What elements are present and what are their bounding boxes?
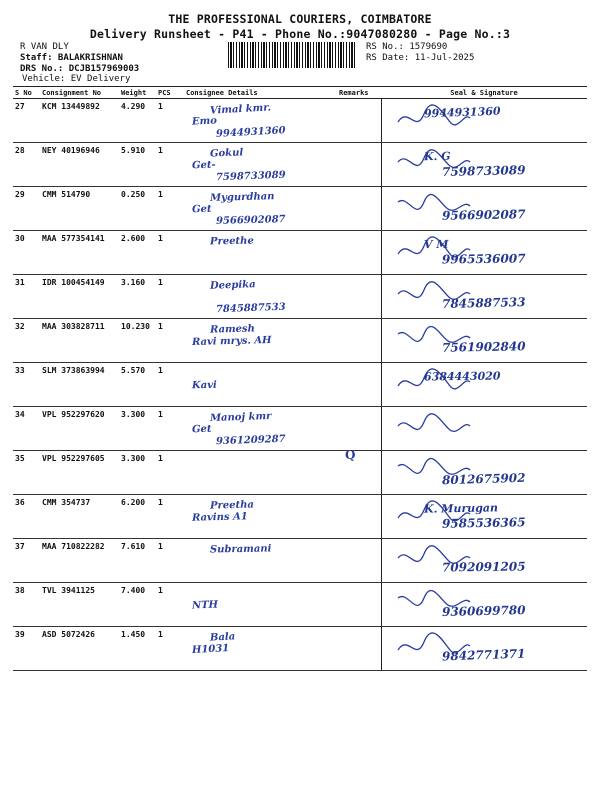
table-row <box>13 363 587 407</box>
row-remarks <box>337 99 381 143</box>
row-remarks <box>337 231 381 275</box>
consignee-handwriting: 7845887533 <box>215 301 286 316</box>
table-row <box>13 187 587 231</box>
table-row <box>13 451 587 495</box>
consignee-handwriting: Subramani <box>209 543 272 556</box>
row-consignment-no: CMM 514790 <box>40 187 119 231</box>
runsheet-table <box>13 86 587 671</box>
row-consignment-no: MAA 577354141 <box>40 231 119 275</box>
signature-handwriting: 9360699780 <box>441 603 526 619</box>
consignee-handwriting: Ramesh <box>209 323 256 336</box>
signature-handwriting: 8012675902 <box>441 470 526 488</box>
row-weight: 3.300 <box>119 451 156 495</box>
consignee-handwriting: Ravi mrys. AH <box>191 334 272 349</box>
row-consignment-no: KCM 13449892 <box>40 99 119 143</box>
row-consignee-details <box>184 187 337 231</box>
row-remarks <box>337 583 381 627</box>
row-sno: 28 <box>13 143 40 187</box>
row-weight: 0.250 <box>119 187 156 231</box>
table-row <box>13 99 587 143</box>
row-consignment-no: MAA 710822282 <box>40 539 119 583</box>
row-sno: 29 <box>13 187 40 231</box>
row-pcs: 1 <box>156 407 184 451</box>
table-row <box>13 539 587 583</box>
consignee-handwriting: H1031 <box>191 643 230 656</box>
row-signature <box>381 99 587 143</box>
signature-handwriting: 9566902087 <box>441 207 526 223</box>
table-row <box>13 319 587 363</box>
row-sno: 31 <box>13 275 40 319</box>
consignee-handwriting: 9566902087 <box>215 214 286 227</box>
row-consignee-details <box>184 407 337 451</box>
row-signature <box>381 495 587 539</box>
col-signature: Seal & Signature <box>381 87 587 99</box>
col-pcs: PCS <box>156 87 184 99</box>
row-consignee-details <box>184 143 337 187</box>
row-consignee-details <box>184 99 337 143</box>
row-consignment-no: CMM 354737 <box>40 495 119 539</box>
row-consignment-no: NEY 40196946 <box>40 143 119 187</box>
row-consignee-details <box>184 363 337 407</box>
consignee-handwriting: Preetha <box>209 499 255 512</box>
row-weight: 3.300 <box>119 407 156 451</box>
consignee-handwriting: Vimal kmr. <box>209 102 272 117</box>
row-sno: 37 <box>13 539 40 583</box>
consignee-handwriting: Mygurdhan <box>209 191 275 204</box>
signature-handwriting: 7845887533 <box>441 295 526 311</box>
row-weight: 7.610 <box>119 539 156 583</box>
col-consignment: Consignment No <box>40 87 119 99</box>
row-signature <box>381 187 587 231</box>
row-signature <box>381 319 587 363</box>
rs-no: RS No.: 1579690 <box>366 42 448 52</box>
row-consignment-no: ASD 5072426 <box>40 627 119 671</box>
consignee-handwriting: Gokul <box>209 147 244 160</box>
row-weight: 7.400 <box>119 583 156 627</box>
row-sno: 27 <box>13 99 40 143</box>
row-remarks <box>337 143 381 187</box>
consignee-handwriting: Emo <box>191 115 218 128</box>
row-sno: 35 <box>13 451 40 495</box>
row-weight: 5.570 <box>119 363 156 407</box>
row-remarks <box>337 495 381 539</box>
col-remarks: Remarks <box>337 87 381 99</box>
row-remarks <box>337 448 381 495</box>
vehicle-line: Vehicle: EV Delivery <box>22 74 131 84</box>
consignee-handwriting: Get- <box>191 159 216 172</box>
consignee-handwriting: Manoj kmr <box>209 410 272 425</box>
row-consignee-details <box>184 275 337 319</box>
signature-handwriting: 9944931360 <box>423 104 501 121</box>
row-consignee-details <box>184 627 337 671</box>
row-weight: 3.160 <box>119 275 156 319</box>
row-signature <box>381 407 587 451</box>
consignee-handwriting: 9361209287 <box>215 433 286 448</box>
row-signature <box>381 583 587 627</box>
consignee-handwriting: Bala <box>209 631 236 644</box>
row-consignee-details <box>184 231 337 275</box>
signature-handwriting: 7598733089 <box>441 163 526 179</box>
row-weight: 10.230 <box>119 319 156 363</box>
table-header-row <box>13 87 587 99</box>
col-consignee: Consignee Details <box>184 87 337 99</box>
row-consignment-no: VPL 952297605 <box>40 451 119 495</box>
row-signature <box>381 275 587 319</box>
row-sno: 30 <box>13 231 40 275</box>
row-weight: 2.600 <box>119 231 156 275</box>
row-pcs: 1 <box>156 451 184 495</box>
row-pcs: 1 <box>156 99 184 143</box>
row-weight: 6.200 <box>119 495 156 539</box>
row-pcs: 1 <box>156 539 184 583</box>
row-pcs: 1 <box>156 143 184 187</box>
row-consignee-details <box>184 495 337 539</box>
row-sno: 36 <box>13 495 40 539</box>
row-sno: 33 <box>13 363 40 407</box>
consignee-handwriting: NTH <box>191 599 219 612</box>
signature-handwriting: K. Murugan <box>423 501 498 516</box>
row-signature <box>381 231 587 275</box>
row-remarks <box>337 187 381 231</box>
signature-handwriting: 9965536007 <box>441 251 526 267</box>
signature-handwriting: V M <box>423 237 449 252</box>
row-pcs: 1 <box>156 231 184 275</box>
row-consignee-details <box>184 539 337 583</box>
row-consignment-no: IDR 100454149 <box>40 275 119 319</box>
row-consignment-no: TVL 3941125 <box>40 583 119 627</box>
row-consignment-no: MAA 303828711 <box>40 319 119 363</box>
row-consignee-details <box>184 583 337 627</box>
row-sno: 38 <box>13 583 40 627</box>
row-pcs: 1 <box>156 319 184 363</box>
row-signature <box>381 451 587 495</box>
row-signature <box>381 143 587 187</box>
row-consignment-no: SLM 373863994 <box>40 363 119 407</box>
row-signature <box>381 539 587 583</box>
table-row <box>13 275 587 319</box>
row-sno: 34 <box>13 407 40 451</box>
row-pcs: 1 <box>156 627 184 671</box>
signature-handwriting: 9585536365 <box>441 515 526 531</box>
company-title: THE PROFESSIONAL COURIERS, COIMBATORE <box>168 12 432 26</box>
row-weight: 4.290 <box>119 99 156 143</box>
consignee-handwriting: Deepika <box>209 279 256 292</box>
signature-handwriting: 7092091205 <box>441 559 526 575</box>
row-pcs: 1 <box>156 495 184 539</box>
signature-handwriting: 6384443020 <box>423 369 501 384</box>
row-pcs: 1 <box>156 275 184 319</box>
consignee-handwriting: Ravins A1 <box>191 511 248 524</box>
consignee-handwriting: 9944931360 <box>215 125 286 140</box>
drs-line: DRS No.: DCJB157969003 <box>20 64 140 74</box>
staff-line: Staff: BALAKRISHNAN <box>20 53 123 63</box>
table-row <box>13 495 587 539</box>
van-line: R VAN DLY <box>20 42 69 52</box>
row-pcs: 1 <box>156 363 184 407</box>
table-row <box>13 231 587 275</box>
row-remarks <box>337 275 381 319</box>
consignee-handwriting: Preethe <box>209 235 254 248</box>
signature-handwriting: K. G <box>423 149 451 164</box>
signature-handwriting: 7561902840 <box>441 339 526 355</box>
table-row <box>13 143 587 187</box>
drs-barcode <box>228 42 356 68</box>
col-weight: Weight <box>119 87 156 99</box>
row-pcs: 1 <box>156 583 184 627</box>
table-row <box>13 407 587 451</box>
row-remarks <box>337 407 381 451</box>
signature-scribble <box>394 410 474 444</box>
table-row <box>13 583 587 627</box>
row-signature <box>381 627 587 671</box>
row-remarks <box>337 363 381 407</box>
row-pcs: 1 <box>156 187 184 231</box>
row-remarks <box>337 319 381 363</box>
rs-date: RS Date: 11-Jul-2025 <box>366 53 475 63</box>
row-consignment-no: VPL 952297620 <box>40 407 119 451</box>
consignee-handwriting: Kavi <box>191 379 217 392</box>
runsheet-title: Delivery Runsheet - P41 - Phone No.:9047080280 - Page No.:3 <box>89 27 511 41</box>
row-sno: 39 <box>13 627 40 671</box>
row-remarks <box>337 539 381 583</box>
consignee-handwriting: 7598733089 <box>215 169 286 184</box>
col-sno: S No <box>13 87 40 99</box>
row-weight: 5.910 <box>119 143 156 187</box>
consignee-handwriting: Get <box>191 423 212 436</box>
consignee-handwriting: Get <box>191 203 212 216</box>
signature-handwriting: 9842771371 <box>441 646 526 664</box>
remark-mark: Q <box>345 448 356 462</box>
row-weight: 1.450 <box>119 627 156 671</box>
row-consignee-details <box>184 319 337 363</box>
row-remarks <box>337 627 381 671</box>
row-sno: 32 <box>13 319 40 363</box>
row-consignee-details <box>184 451 337 495</box>
row-signature <box>381 363 587 407</box>
table-row <box>13 627 587 671</box>
